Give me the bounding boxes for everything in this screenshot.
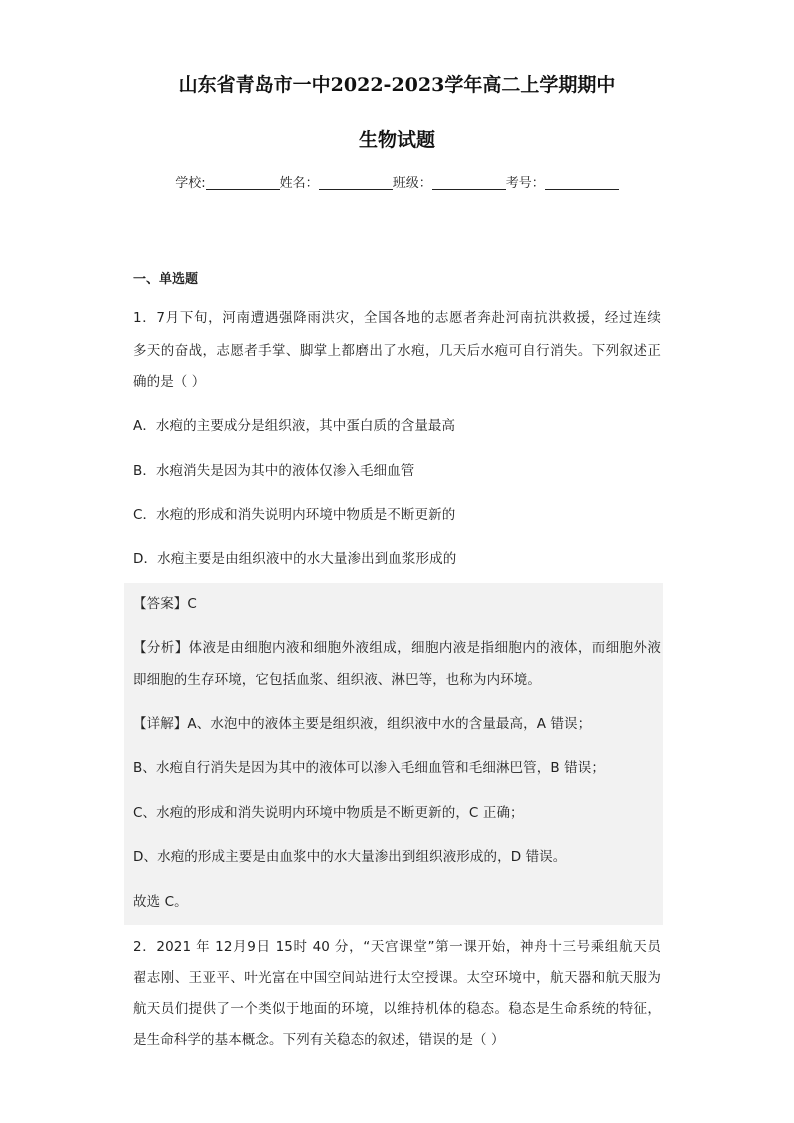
q1-stem-line: 多天的奋战，志愿者手掌、脚掌上都磨出了水疱，几天后水疱可自行消失。下列叙述正 — [133, 343, 661, 359]
q1-analysis-line: 【分析】体液是由细胞内液和细胞外液组成，细胞内液是指细胞内的液体，而细胞外液 — [133, 640, 661, 656]
class-blank — [432, 175, 506, 190]
answer-explanation-box — [124, 583, 663, 925]
section-title: 一、单选题 — [133, 272, 199, 287]
q1-detail-line: C、水疱的形成和消失说明内环境中物质是不断更新的，C 正确； — [133, 805, 524, 821]
q1-option-d: D．水疱主要是由组织液中的水大量渗出到血浆形成的 — [133, 551, 457, 567]
q1-answer: 【答案】C — [133, 596, 197, 612]
q1-analysis-line: 即细胞的生存环境，它包括血浆、组织液、淋巴等，也称为内环境。 — [133, 672, 541, 688]
exam-number-label: 考号： — [505, 176, 545, 191]
exam-number-blank — [545, 175, 619, 190]
school-blank — [206, 175, 280, 190]
q2-stem-line: 2．2021 年 12月9日 15时 40 分，“天宫课堂”第一课开始，神舟十三号乘组航天员 — [133, 939, 661, 955]
class-label: 班级： — [392, 176, 432, 191]
exam-subject: 生物试题 — [358, 129, 435, 151]
student-info-line — [0, 172, 794, 191]
q2-stem-line: 是生命科学的基本概念。下列有关稳态的叙述，错误的是（ ） — [133, 1032, 505, 1048]
exam-title: 山东省青岛市一中2022-2023学年高二上学期期中 — [178, 74, 616, 96]
q1-detail-line: 【详解】A、水泡中的液体主要是组织液，组织液中水的含量最高，A 错误； — [133, 716, 592, 732]
q1-stem-line: 确的是（ ） — [133, 374, 206, 390]
q1-option-c: C．水疱的形成和消失说明内环境中物质是不断更新的 — [133, 507, 456, 523]
q1-stem-line: 1．7月下旬，河南遭遇强降雨洪灾，全国各地的志愿者奔赴河南抗洪救援，经过连续 — [133, 310, 661, 326]
q2-stem-line: 翟志刚、王亚平、叶光富在中国空间站进行太空授课。太空环境中，航天器和航天服为 — [133, 970, 661, 986]
school-label: 学校: — [175, 176, 206, 191]
name-blank — [319, 175, 393, 190]
name-label: 姓名： — [279, 176, 319, 191]
q1-conclusion: 故选 C。 — [133, 894, 188, 910]
q1-option-b: B．水疱消失是因为其中的液体仅渗入毛细血管 — [133, 463, 415, 479]
q2-stem-line: 航天员们提供了一个类似于地面的环境，以维持机体的稳态。稳态是生命系统的特征， — [133, 1001, 661, 1017]
q1-detail-line: D、水疱的形成主要是由血浆中的水大量渗出到组织液形成的，D 错误。 — [133, 849, 567, 865]
q1-detail-line: B、水疱自行消失是因为其中的液体可以渗入毛细血管和毛细淋巴管，B 错误； — [133, 760, 605, 776]
q1-option-a: A．水疱的主要成分是组织液，其中蛋白质的含量最高 — [133, 418, 456, 434]
